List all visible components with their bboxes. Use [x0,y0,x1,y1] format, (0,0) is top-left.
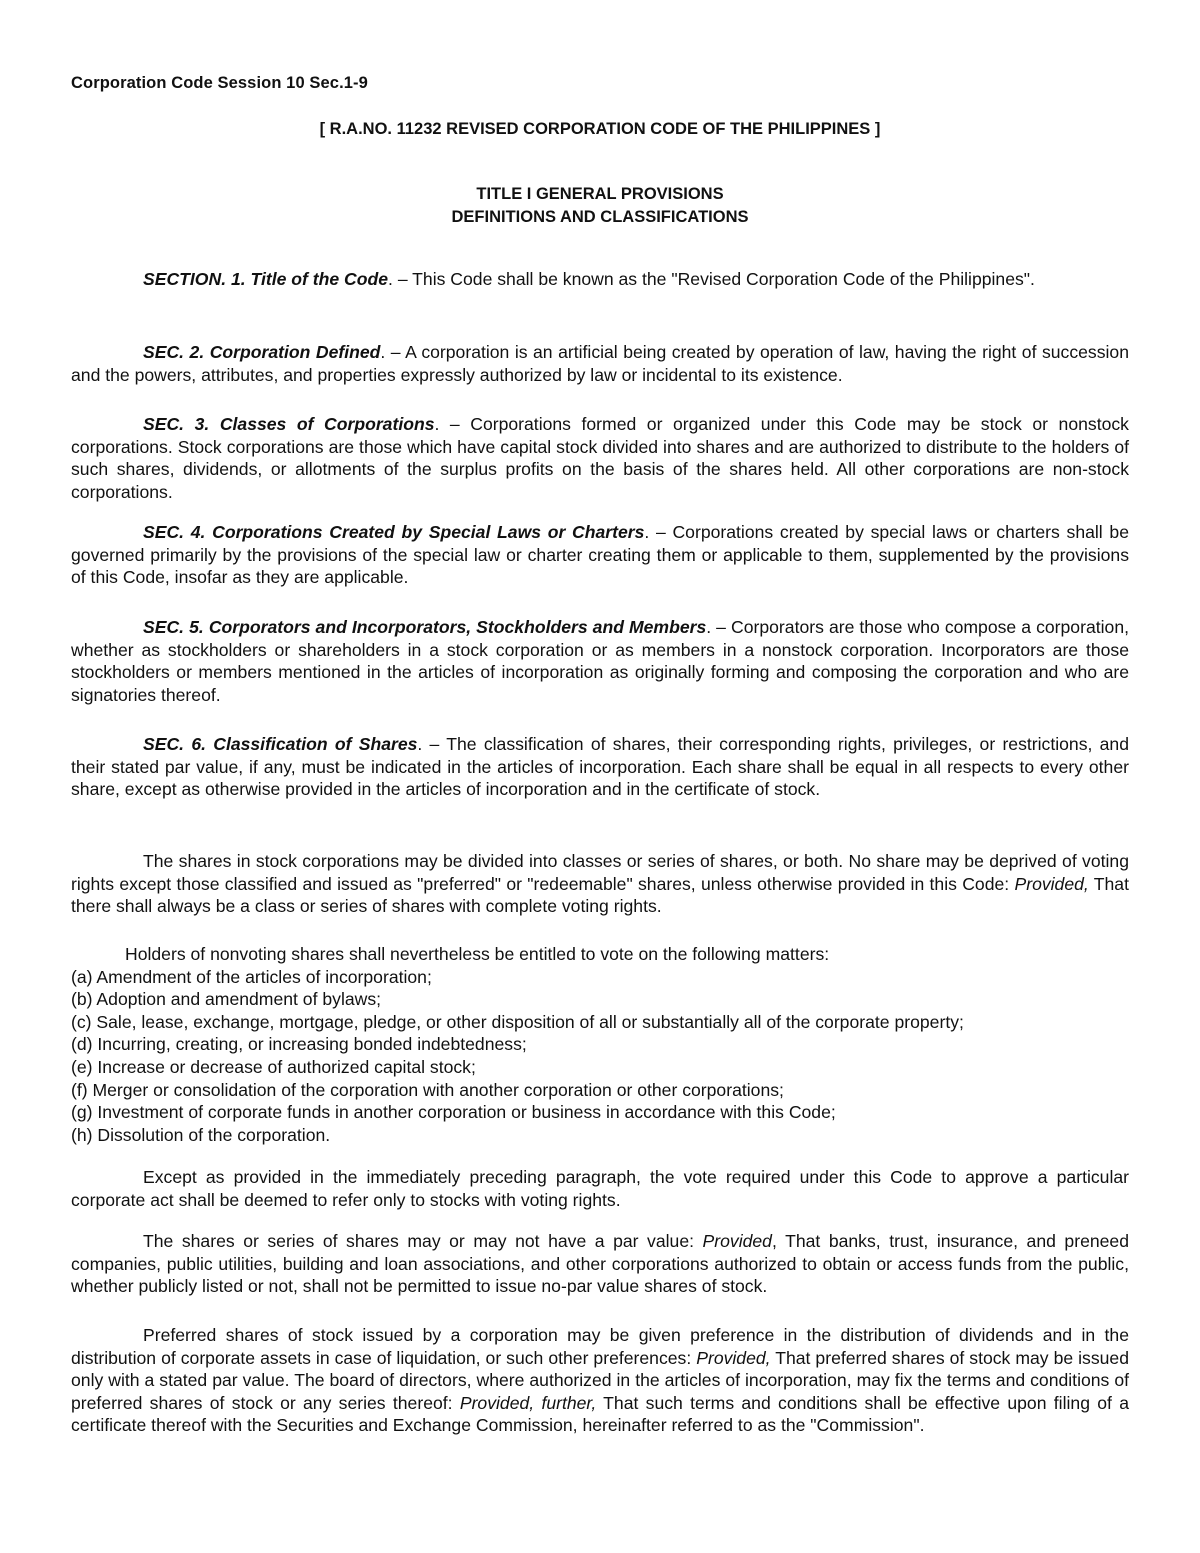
section-3-heading: SEC. 3. Classes of Corporations [143,414,435,434]
paragraph-text: The shares in stock corporations may be divided into classes or series of shares, or both. No share may be deprived of voting rights except those classified and issued as "preferred" or "redeemable" shares, unless otherwise provided in this Code: [71,851,1129,894]
paragraph-text: That preferred shares of stock may be issued only with a stated par value. The board of directors, where authorized in the articles of incorporation, may fix the terms and conditions of preferred shares of stock or any series thereof: [71,1347,1129,1413]
section-4 [71,521,1129,589]
proviso-text: Provided, [1014,873,1089,894]
list-item: (a) Amendment of the articles of incorporation; [71,966,432,987]
section-2 [71,341,1129,386]
list-item: (c) Sale, lease, exchange, mortgage, pledge, or other disposition of all or substantially all of the corporate property; [71,1011,964,1032]
section-2-body: . – A corporation is an artificial being created by operation of law, having the right of succession and the powers, attributes, and properties expressly authorized by law or incidental to its existence. [71,342,1129,385]
paragraph-par-value [71,1230,1129,1298]
paragraph-text: The shares or series of shares may or may not have a par value: [143,1231,703,1251]
paragraph-text: Preferred shares of stock issued by a corporation may be given preference in the distribution of dividends and in the distribution of corporate assets in case of liquidation, or such other preferences: [71,1325,1129,1368]
nonvoting-matters [71,943,1141,1146]
section-4-heading: SEC. 4. Corporations Created by Special Laws or Charters [143,522,645,542]
paragraph-text: , That banks, trust, insurance, and preneed companies, public utilities, building and loan associations, and other corporations authorized to obtain or access funds from the public, whether publicly listed or not, shall not be permitted to issue no-par value shares of stock. [71,1231,1129,1297]
section-1 [71,268,1129,291]
section-2-heading: SEC. 2. Corporation Defined [143,342,381,362]
list-item: (f) Merger or consolidation of the corporation with another corporation or other corporations; [71,1079,784,1100]
section-1-heading: SECTION. 1. Title of the Code [143,269,389,289]
section-5-heading: SEC. 5. Corporators and Incorporators, Stockholders and Members [143,617,707,637]
paragraph-share-classes [71,850,1129,918]
section-6-heading: SEC. 6. Classification of Shares [143,734,418,754]
list-item: (b) Adoption and amendment of bylaws; [71,989,382,1010]
section-4-body: . – Corporations created by special laws or charters shall be governed primarily by the provisions of the special law or charter creating them or applicable to them, supplemented by the provisions of this Code, insofar as they are applicable. [71,522,1129,588]
section-3-body: . – Corporations formed or organized under this Code may be stock or nonstock corporations. Stock corporations are those which have capital stock divided into shares and are authorized to distribute to the holders of such shares, dividends, or allotments of the surplus profits on the basis of the shares held. All other corporations are non-stock corporations. [71,414,1129,502]
proviso-text: Provided, [696,1347,771,1368]
document-header: Corporation Code Session 10 Sec.1-9 [71,74,368,92]
list-item: (d) Incurring, creating, or increasing bonded indebtedness; [71,1034,527,1055]
nonvoting-lead: Holders of nonvoting shares shall nevertheless be entitled to vote on the following matters: [125,944,830,964]
section-5 [71,616,1129,706]
section-1-body: . – This Code shall be known as the "Revised Corporation Code of the Philippines". [388,269,1035,289]
proviso-text: Provided, further, [459,1392,597,1413]
proviso-text: Provided [702,1231,772,1251]
section-5-body: . – Corporators are those who compose a corporation, whether as stockholders or shareholders in a stock corporation or as members in a nonstock corporation. Incorporators are those stockholders or members mentioned in the articles of incorporation as originally forming and composing the corporation and who are signatories thereof. [71,617,1129,705]
paragraph-text: Except as provided in the immediately preceding paragraph, the vote required under this Code to approve a particular corporate act shall be deemed to refer only to stocks with voting rights. [71,1167,1129,1210]
list-item: (g) Investment of corporate funds in another corporation or business in accordance with this Code; [71,1102,836,1123]
paragraph-preferred [71,1324,1129,1437]
section-3 [71,413,1129,503]
list-item: (e) Increase or decrease of authorized capital stock; [71,1056,476,1077]
paragraph-except [71,1166,1129,1211]
act-heading: [ R.A.NO. 11232 REVISED CORPORATION CODE OF THE PHILIPPINES ] [319,120,881,138]
subtitle-heading: DEFINITIONS AND CLASSIFICATIONS [451,208,749,226]
section-6-body: . – The classification of shares, their corresponding rights, privileges, or restrictions, and their stated par value, if any, must be indicated in the articles of incorporation. Each share shall be equal in all respects to every other share, except as otherwise provided in the articles of incorporation and in the certificate of stock. [71,734,1129,800]
paragraph-text: That there shall always be a class or series of shares with complete voting rights. [71,873,1129,917]
list-item: (h) Dissolution of the corporation. [71,1124,331,1145]
section-6 [71,733,1129,801]
title-heading: TITLE I GENERAL PROVISIONS [476,185,724,203]
paragraph-text: That such terms and conditions shall be effective upon filing of a certificate thereof with the Securities and Exchange Commission, hereinafter referred to as the "Commission". [71,1392,1130,1436]
